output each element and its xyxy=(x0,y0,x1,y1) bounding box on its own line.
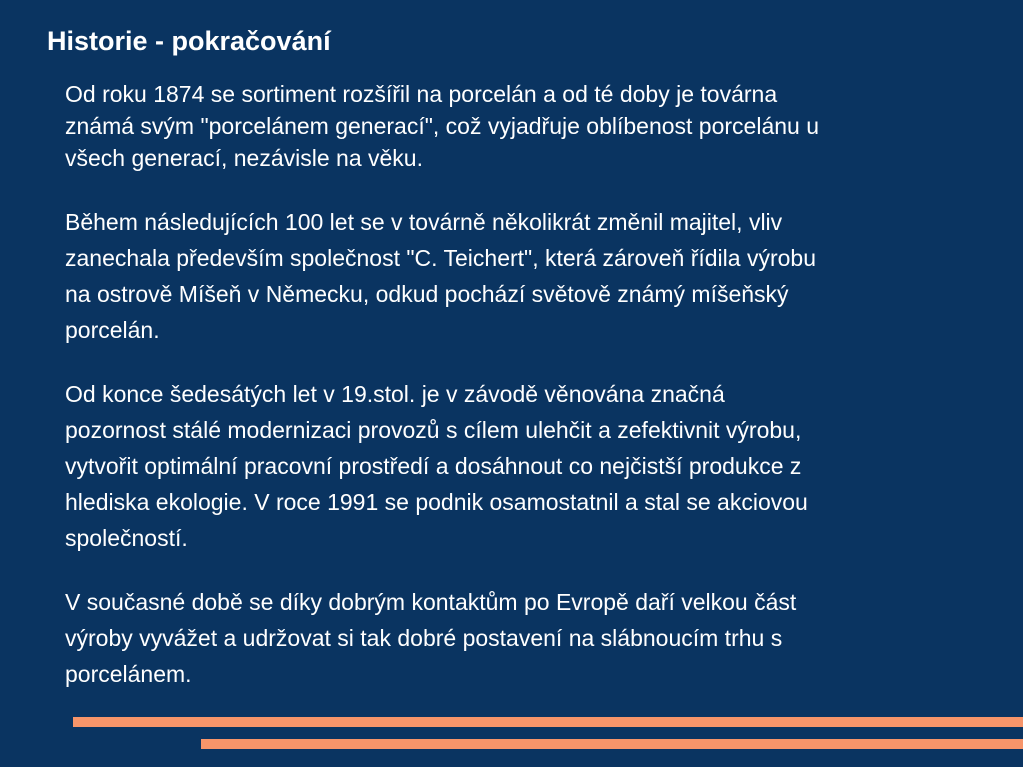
text-line: společností. xyxy=(65,525,188,551)
text-line: známá svým "porcelánem generací", což vyjadřuje oblíbenost porcelánu u xyxy=(65,113,820,139)
text-line: V současné době se díky dobrým kontaktům po Evropě daří velkou část xyxy=(65,589,797,615)
text-line: Během následujících 100 let se v továrně několikrát změnil majitel, vliv xyxy=(65,209,783,235)
text-line: pozornost stálé modernizaci provozů s cílem ulehčit a zefektivnit výrobu, xyxy=(65,417,802,443)
text-line: Od roku 1874 se sortiment rozšířil na porcelán a od té doby je továrna xyxy=(65,81,778,107)
text-line: porcelán. xyxy=(65,317,160,343)
accent-bar-bottom xyxy=(201,739,1023,749)
paragraph-4 xyxy=(65,584,1010,692)
paragraph-2 xyxy=(65,204,1010,348)
text-line: na ostrově Míšeň v Německu, odkud pochází světově známý míšeňský xyxy=(65,281,789,307)
text-line: porcelánem. xyxy=(65,661,192,687)
text-line: zanechala především společnost "C. Teichert", která zároveň řídila výrobu xyxy=(65,245,816,271)
paragraph-1 xyxy=(65,78,1010,174)
text-line: hlediska ekologie. V roce 1991 se podnik osamostatnil a stal se akciovou xyxy=(65,489,808,515)
text-line: Od konce šedesátých let v 19.stol. je v závodě věnována značná xyxy=(65,381,725,407)
slide-body xyxy=(65,78,1010,692)
text-line: všech generací, nezávisle na věku. xyxy=(65,145,423,171)
text-line: vytvořit optimální pracovní prostředí a dosáhnout co nejčistší produkce z xyxy=(65,453,802,479)
text-line: výroby vyvážet a udržovat si tak dobré postavení na slábnoucím trhu s xyxy=(65,625,783,651)
accent-bar-top xyxy=(73,717,1023,727)
slide-title: Historie - pokračování xyxy=(47,26,331,56)
paragraph-3 xyxy=(65,376,1010,556)
